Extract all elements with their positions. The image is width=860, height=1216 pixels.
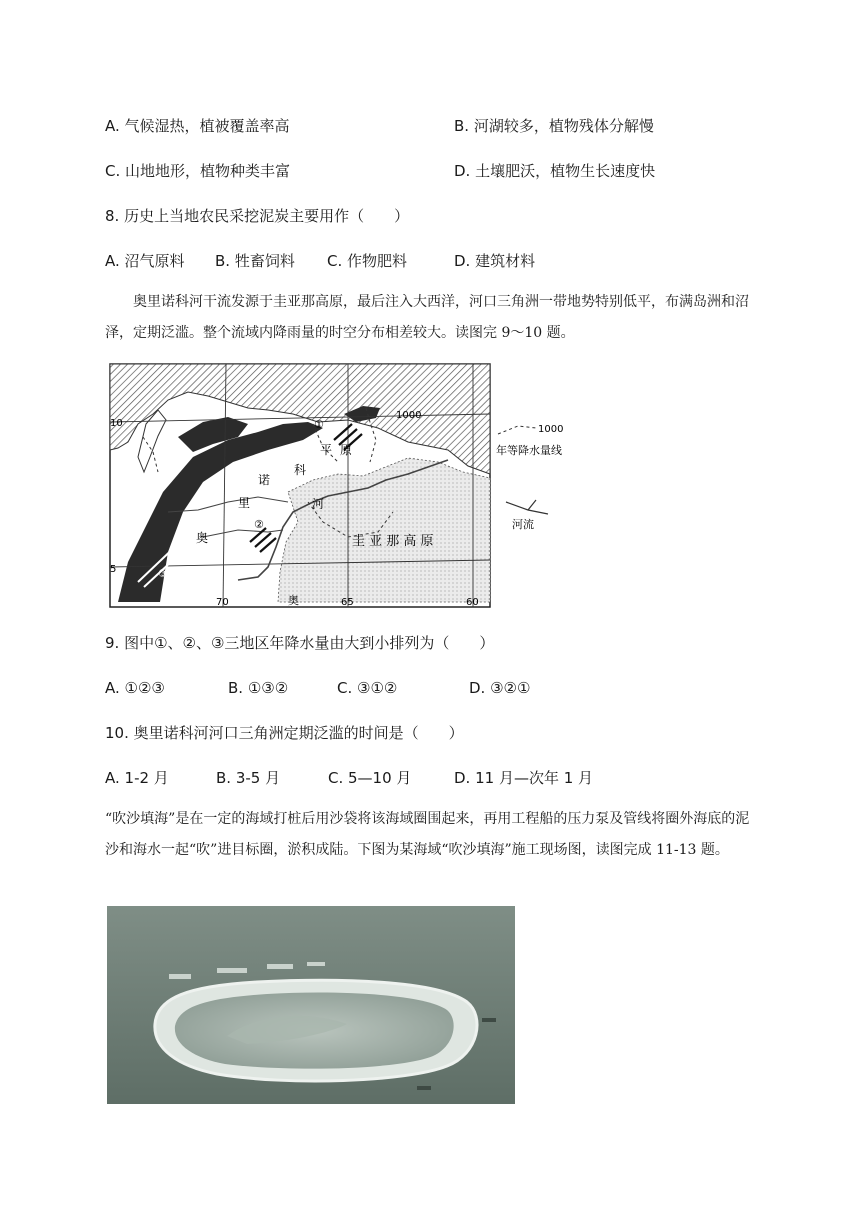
q8-option-b: B. 牲畜饲料 <box>215 252 295 270</box>
legend <box>496 424 563 531</box>
label-nuo: 诺 <box>258 473 271 487</box>
q7-option-c: C. 山地地形，植物种类丰富 <box>105 162 291 180</box>
label-lon-65: 65 <box>341 597 354 608</box>
boat-2 <box>217 968 247 973</box>
orinoco-map <box>108 362 583 610</box>
label-ke: 科 <box>294 463 307 477</box>
label-lon-60: 60 <box>466 597 479 608</box>
q7-option-d: D. 土壤肥沃，植物生长速度快 <box>454 162 656 180</box>
q8-option-d: D. 建筑材料 <box>454 252 536 270</box>
label-lat-5: 5 <box>110 564 117 575</box>
q7-option-a: A. 气候湿热，植被覆盖率高 <box>105 117 290 135</box>
boat-6 <box>482 1018 496 1022</box>
q8-option-c: C. 作物肥料 <box>327 252 408 270</box>
q10-option-c: C. 5—10 月 <box>328 769 412 787</box>
q9-option-c: C. ③①② <box>337 679 398 697</box>
q10-option-a: A. 1-2 月 <box>105 769 169 787</box>
legend-1000: 1000 <box>538 424 564 435</box>
map-svg <box>108 362 583 610</box>
legend-river-text: 河流 <box>512 518 534 531</box>
label-lat-10: 10 <box>110 418 123 429</box>
marker-3: ③ <box>158 567 168 580</box>
label-ping: 平 <box>320 443 333 457</box>
q9-option-b: B. ①③② <box>228 679 289 697</box>
q10-option-d: D. 11 月—次年 1 月 <box>454 769 594 787</box>
q10-option-b: B. 3-5 月 <box>216 769 281 787</box>
label-ao: 奥 <box>196 531 209 545</box>
reclamation-photo <box>107 906 515 1104</box>
label-li: 里 <box>238 496 251 510</box>
q7-option-b: B. 河湖较多，植物残体分解慢 <box>454 117 654 135</box>
marker-1: ① <box>314 418 324 431</box>
label-yuan: 原 <box>340 443 353 457</box>
legend-river-symbol <box>506 500 548 514</box>
passage-land-reclamation: “吹沙填海”是在一定的海域打桩后用沙袋将该海域圈围起来，再用工程船的压力泵及管线将圈外海底的泥沙和海水一起“吹”进目标圈，淤积成陆。下图为某海域“吹沙填海”施工现场图，读图完成 11-13 题。 <box>105 811 750 858</box>
q8-option-a: A. 沼气原料 <box>105 252 185 270</box>
boat-4 <box>307 962 325 966</box>
label-isohyet-1000: 1000 <box>396 410 422 421</box>
legend-isohyet-text: 年等降水量线 <box>496 444 562 457</box>
q9-option-a: A. ①②③ <box>105 679 165 697</box>
marker-2: ② <box>254 518 264 531</box>
label-he: 河 <box>312 497 325 511</box>
passage-orinoco: 奥里诺科河干流发源于圭亚那高原，最后注入大西洋，河口三角洲一带地势特别低平，布满岛洲和沼泽，定期泛滥。整个流域内降雨量的时空分布相差较大。读图完 9～10 题。 <box>105 294 749 341</box>
label-ao-south: 奥 <box>288 594 299 607</box>
label-lon-70: 70 <box>216 597 229 608</box>
photo-svg <box>107 906 515 1104</box>
boat-3 <box>267 964 293 969</box>
boat-5 <box>417 1086 431 1090</box>
legend-isohyet-symbol <box>498 426 536 434</box>
q9-stem: 9. 图中①、②、③三地区年降水量由大到小排列为（ ） <box>105 634 495 652</box>
boat-1 <box>169 974 191 979</box>
q9-option-d: D. ③②① <box>469 679 531 697</box>
q8-stem: 8. 历史上当地农民采挖泥炭主要用作（ ） <box>105 207 410 225</box>
q10-stem: 10. 奥里诺科河河口三角洲定期泛滥的时间是（ ） <box>105 724 464 742</box>
label-guiana-highlands: 圭 亚 那 高 原 <box>352 534 434 549</box>
